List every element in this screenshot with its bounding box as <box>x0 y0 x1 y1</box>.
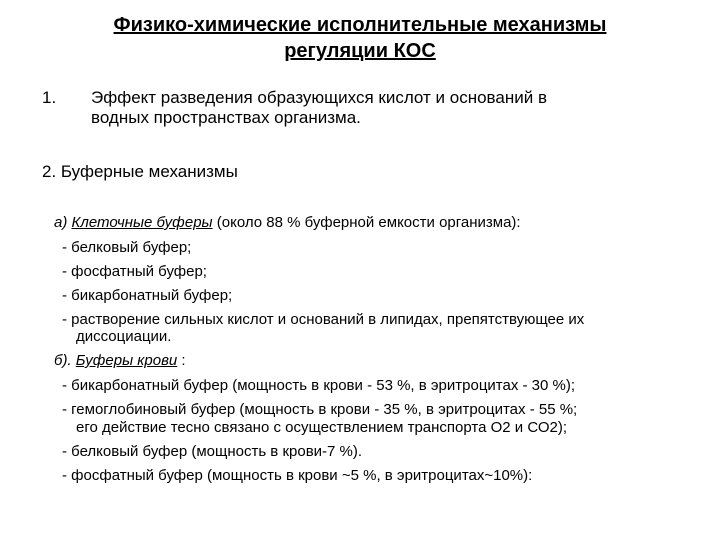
cell-buffers-prefix: а) <box>54 214 72 231</box>
title-line-1: Физико-химические исполнительные механизмы <box>113 14 607 36</box>
item-1-text-line-1: Эффект разведения образующихся кислот и оснований в <box>91 88 547 107</box>
item-1-text <box>91 88 671 128</box>
list-item: - гемоглобиновый буфер (мощность в крови - 35 %, в эритроцитах - 55 %; <box>62 401 578 418</box>
item-2-heading: 2. Буферные механизмы <box>42 162 238 181</box>
list-item: диссоциации. <box>76 328 172 345</box>
list-item: - фосфатный буфер (мощность в крови ~5 %, в эритроцитах~10%): <box>62 467 533 484</box>
item-1-text-line-2: водных пространствах организма. <box>91 108 361 127</box>
blood-buffers-suffix: : <box>177 352 186 369</box>
list-item: - белковый буфер; <box>62 239 192 256</box>
item-1-number: 1. <box>42 88 57 107</box>
cell-buffers-heading <box>54 214 521 232</box>
blood-buffers-title: Буферы крови <box>75 352 178 369</box>
list-item: - бикарбонатный буфер (мощность в крови - 53 %, в эритроцитах - 30 %); <box>62 377 576 394</box>
list-item: - белковый буфер (мощность в крови-7 %). <box>62 443 363 460</box>
cell-buffers-title: Клеточные буферы <box>71 214 213 231</box>
list-item: - растворение сильных кислот и оснований в липидах, препятствующее их <box>62 311 585 328</box>
blood-buffers-heading <box>54 352 186 370</box>
blood-buffers-prefix: б). <box>54 352 76 369</box>
list-item: - бикарбонатный буфер; <box>62 287 233 304</box>
list-item: - фосфатный буфер; <box>62 263 207 280</box>
list-item: его действие тесно связано с осуществлением транспорта О2 и СО2); <box>76 419 567 436</box>
slide-title <box>60 12 660 64</box>
title-line-2: регуляции КОС <box>284 40 436 62</box>
cell-buffers-suffix: (около 88 % буферной емкости организма): <box>212 214 521 231</box>
